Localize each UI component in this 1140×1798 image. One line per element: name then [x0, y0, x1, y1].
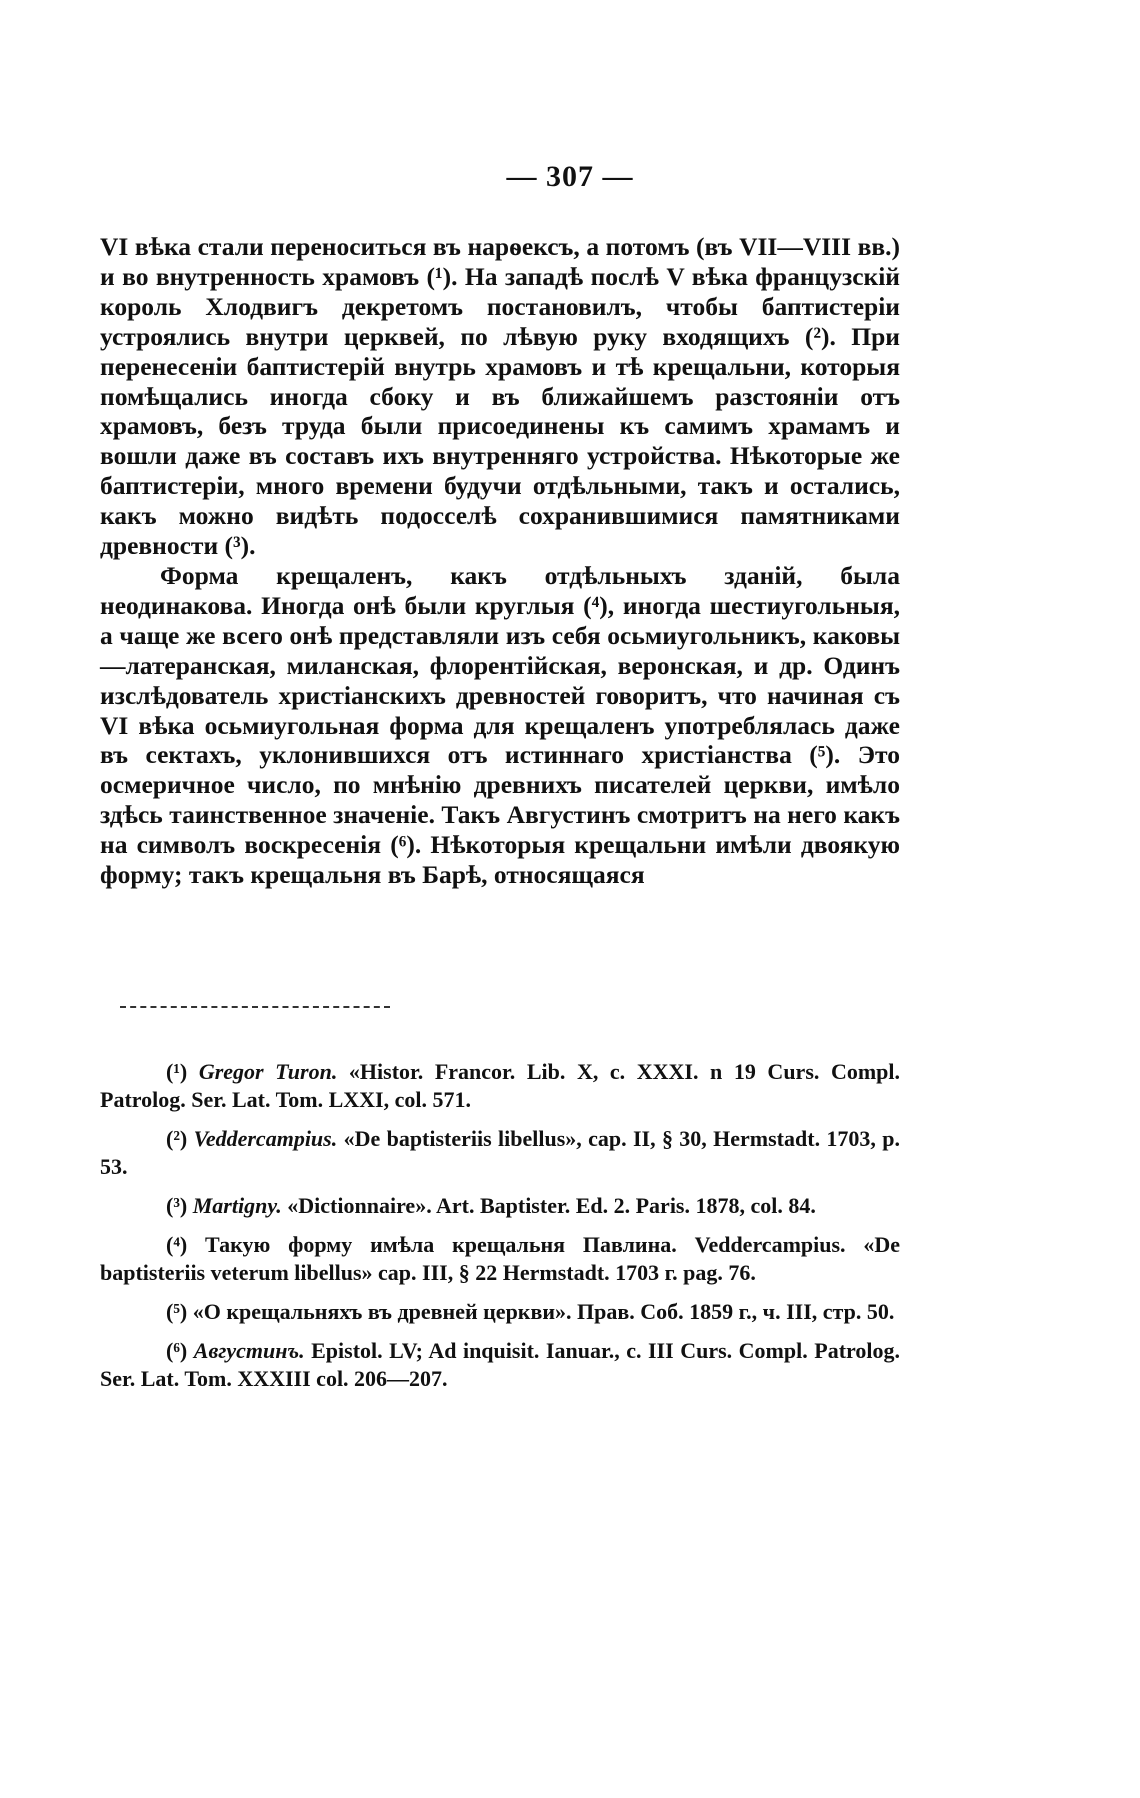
main-text: [100, 232, 900, 890]
footnote-author: Gregor Turon.: [198, 1059, 338, 1084]
footnote-mark: (¹): [166, 1059, 188, 1084]
footnote-text: «Dictionnaire». Art. Baptister. Ed. 2. Paris. 1878, col. 84.: [281, 1193, 816, 1218]
footnote-text: «Histor. Francor. Lib. X, c. XXXI. n 19 Curs. Compl. Patrolog. Ser. Lat. Tom. LXXI, col. 571.: [100, 1059, 901, 1112]
footnote-text: Такую форму имѣла крещальня Павлина. Veddercampius. «De baptisteriis veterum libellus» cap. III, § 22 Hermstadt. 1703 г. pag. 76.: [100, 1232, 900, 1285]
footnote-text: Epistol. LV; Ad inquisit. Ianuar., c. III Curs. Compl. Patrolog. Ser. Lat. Tom. XXXIII col. 206—207.: [100, 1338, 900, 1391]
page-number: — 307 —: [506, 160, 634, 193]
footnote-6: [100, 1337, 900, 1393]
footnote-text: «De baptisteriis libellus», cap. II, § 30, Hermstadt. 1703, p. 53.: [100, 1126, 901, 1179]
footnote-2: [100, 1125, 900, 1181]
footnote-3: [100, 1192, 900, 1220]
footnote-text: «О крещальняхъ въ древней церкви». Прав. Соб. 1859 г., ч. III, стр. 50.: [187, 1299, 895, 1324]
footnote-mark: (⁴): [166, 1232, 188, 1257]
paragraph-2: Форма крещаленъ, какъ отдѣльныхъ зданій, была неодинакова. Иногда онѣ были круглыя (⁴), иногда шестиугольныя, а чаще же всего онѣ представляли изъ себя осьмиугольникъ, каковы—латеранская, миланская, флорентійская, веронская, и др. Одинъ изслѣдователь христіанскихъ древностей говоритъ, что начиная съ VI вѣка осьмиугольная форма для крещаленъ употреблялась даже въ сектахъ, уклонившихся отъ истиннаго христіанства (⁵). Это осмеричное число, по мнѣнію древнихъ писателей церкви, имѣло здѣсь таинственное значеніе. Такъ Августинъ смотритъ на него какъ на символъ воскресенія (⁶). Нѣкоторыя крещальни имѣли двоякую форму; такъ крещальня въ Барѣ, относящаяся: [100, 560, 900, 890]
footnote-author: Veddercampius.: [193, 1126, 338, 1151]
footnote-separator: [120, 1006, 390, 1008]
footnote-mark: (³): [166, 1193, 188, 1218]
footnote-mark: (⁵): [166, 1299, 188, 1324]
footnote-5: [100, 1298, 900, 1326]
paragraph-1: VI вѣка стали переноситься въ нарѳексъ, а потомъ (въ VII—VIII вв.) и во внутренность храмовъ (¹). На западѣ послѣ V вѣка французскій король Хлодвигъ декретомъ постановилъ, чтобы баптистеріи устроялись внутри церквей, по лѣвую руку входящихъ (²). При перенесеніи баптистерій внутрь храмовъ и тѣ крещальни, которыя помѣщались иногда сбоку и въ ближайшемъ разстояніи отъ храмовъ, безъ труда были присоединены къ самимъ храмамъ и вошли даже въ составъ ихъ внутренняго устройства. Нѣкоторые же баптистеріи, много времени будучи отдѣльными, такъ и остались, какъ можно видѣть подосселѣ сохранившимися памятниками древности (³).: [100, 232, 900, 561]
footnote-author: Martigny.: [192, 1193, 282, 1218]
footnote-mark: (²): [166, 1126, 188, 1151]
footnote-author: Августинъ.: [193, 1338, 305, 1363]
footnote-4: [100, 1231, 900, 1287]
footnotes: [100, 1058, 900, 1404]
footnote-mark: (⁶): [166, 1338, 188, 1363]
footnote-1: [100, 1058, 900, 1114]
